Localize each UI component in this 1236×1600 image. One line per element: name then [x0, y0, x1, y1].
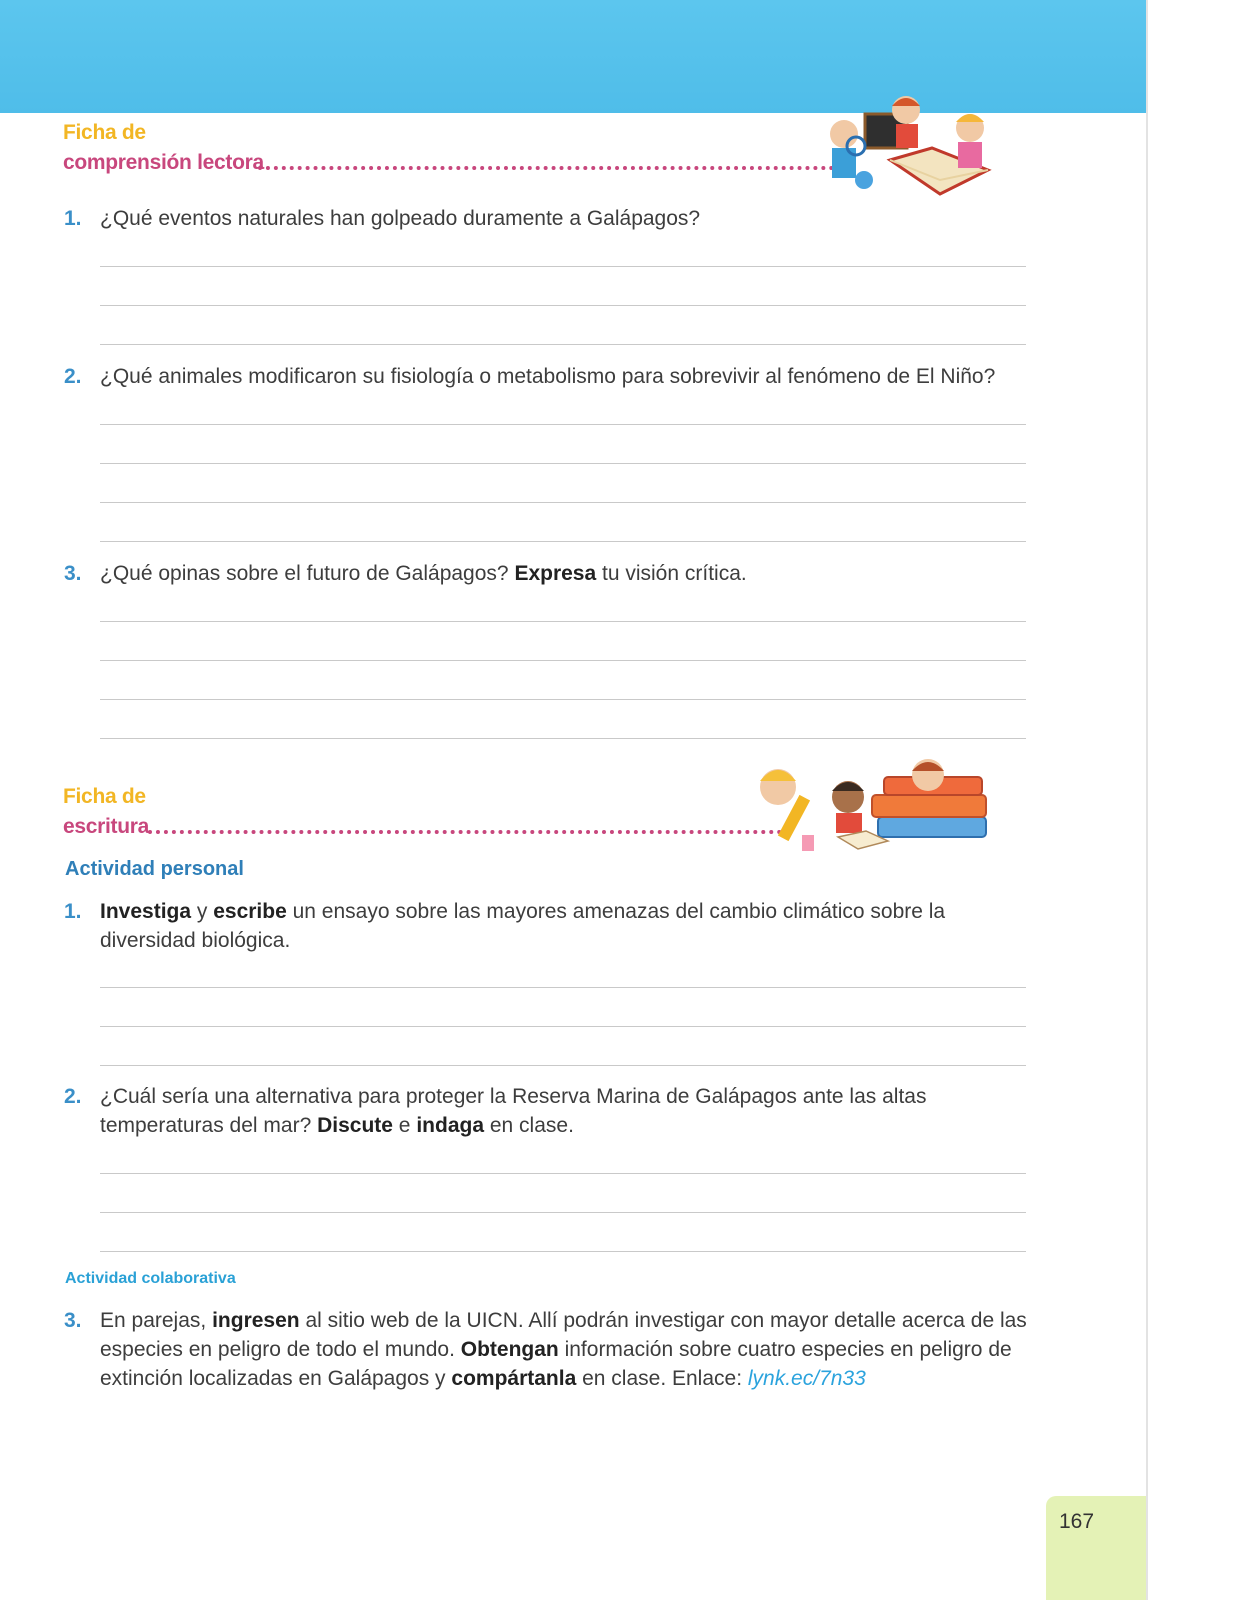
question-number: 1. — [64, 207, 82, 230]
answer-line[interactable] — [100, 621, 1026, 622]
question-number: 1. — [64, 900, 82, 923]
text-segment: un ensayo sobre las mayores amenazas del cambio climático sobre la diversidad biológica. — [100, 900, 946, 952]
personal-question-2 — [64, 1082, 1044, 1140]
question-number: 2. — [64, 1085, 82, 1108]
ficha-comprension-title — [63, 118, 264, 178]
text-segment: En parejas, — [100, 1309, 213, 1332]
actividad-colaborativa-heading: Actividad colaborativa — [65, 1270, 236, 1287]
answer-line[interactable] — [100, 1173, 1026, 1174]
question-number: 3. — [64, 1309, 82, 1332]
ficha-escritura-title — [63, 782, 149, 842]
actividad-personal-heading: Actividad personal — [65, 858, 244, 880]
ficha-comprension-dotted-rule — [258, 166, 834, 170]
bold-verb: indaga — [416, 1114, 485, 1137]
kids-reading-illustration — [820, 92, 1000, 202]
bold-verb: ingresen — [212, 1309, 300, 1332]
question-text: ¿Qué eventos naturales han golpeado duramente a Galápagos? — [100, 207, 701, 230]
kids-with-books-illustration — [748, 755, 998, 860]
question-text — [100, 1082, 1044, 1140]
answer-line[interactable] — [100, 463, 1026, 464]
ficha-comprension-line1: Ficha de — [63, 121, 146, 144]
colaborativa-question-3 — [64, 1306, 1044, 1393]
text-segment: y — [191, 900, 214, 923]
bold-verb: escribe — [213, 900, 287, 923]
question-text — [100, 897, 1044, 955]
comprension-question-1 — [64, 204, 1044, 233]
page-number: 167 — [1059, 1510, 1095, 1533]
personal-question-1 — [64, 897, 1044, 955]
answer-line[interactable] — [100, 738, 1026, 739]
answer-line[interactable] — [100, 1026, 1026, 1027]
answer-line[interactable] — [100, 1212, 1026, 1213]
answer-line[interactable] — [100, 1065, 1026, 1066]
answer-line[interactable] — [100, 344, 1026, 345]
answer-line[interactable] — [100, 541, 1026, 542]
answer-line[interactable] — [100, 699, 1026, 700]
bold-verb: Discute — [317, 1114, 393, 1137]
comprension-question-2 — [64, 362, 1044, 391]
bold-verb: Obtengan — [460, 1338, 559, 1361]
text-segment: e — [392, 1114, 417, 1137]
question-text — [100, 559, 1044, 588]
text-segment: al sitio web de la UICN. Allí podrán investigar con mayor detalle acerca de las especies en peligro de todo el mundo. — [100, 1309, 1027, 1361]
answer-line[interactable] — [100, 305, 1026, 306]
bold-verb: Investiga — [100, 900, 192, 923]
question-text: ¿Qué animales modificaron su fisiología o metabolismo para sobrevivir al fenómeno de El Niño? — [100, 365, 996, 388]
answer-line[interactable] — [100, 502, 1026, 503]
ficha-comprension-line2: comprensión lectora — [63, 151, 264, 174]
bold-verb: compártanla — [451, 1367, 577, 1390]
ficha-escritura-line2: escritura — [63, 815, 150, 838]
comprension-question-3 — [64, 559, 1044, 588]
question-number: 3. — [64, 562, 82, 585]
answer-line[interactable] — [100, 987, 1026, 988]
text-segment: tu visión crítica. — [596, 562, 747, 585]
text-segment: en clase. Enlace: — [576, 1367, 748, 1390]
text-segment: ¿Cuál sería una alternativa para proteger la Reserva Marina de Galápagos ante las altas temperaturas del mar? — [100, 1085, 927, 1137]
ficha-escritura-line1: Ficha de — [63, 785, 146, 808]
question-number: 2. — [64, 365, 82, 388]
page-edge-rule — [1146, 0, 1148, 1600]
answer-line[interactable] — [100, 424, 1026, 425]
text-segment: en clase. — [484, 1114, 574, 1137]
answer-line[interactable] — [100, 266, 1026, 267]
ficha-escritura-dotted-rule — [148, 830, 782, 834]
answer-line[interactable] — [100, 1251, 1026, 1252]
text-segment: información sobre cuatro especies en peligro de extinción localizadas en Galápagos y — [100, 1338, 1012, 1390]
question-text — [100, 1306, 1044, 1393]
answer-line[interactable] — [100, 660, 1026, 661]
bold-verb: Expresa — [514, 562, 597, 585]
uicn-link[interactable]: lynk.ec/7n33 — [747, 1367, 866, 1390]
text-segment: ¿Qué opinas sobre el futuro de Galápagos? — [100, 562, 515, 585]
